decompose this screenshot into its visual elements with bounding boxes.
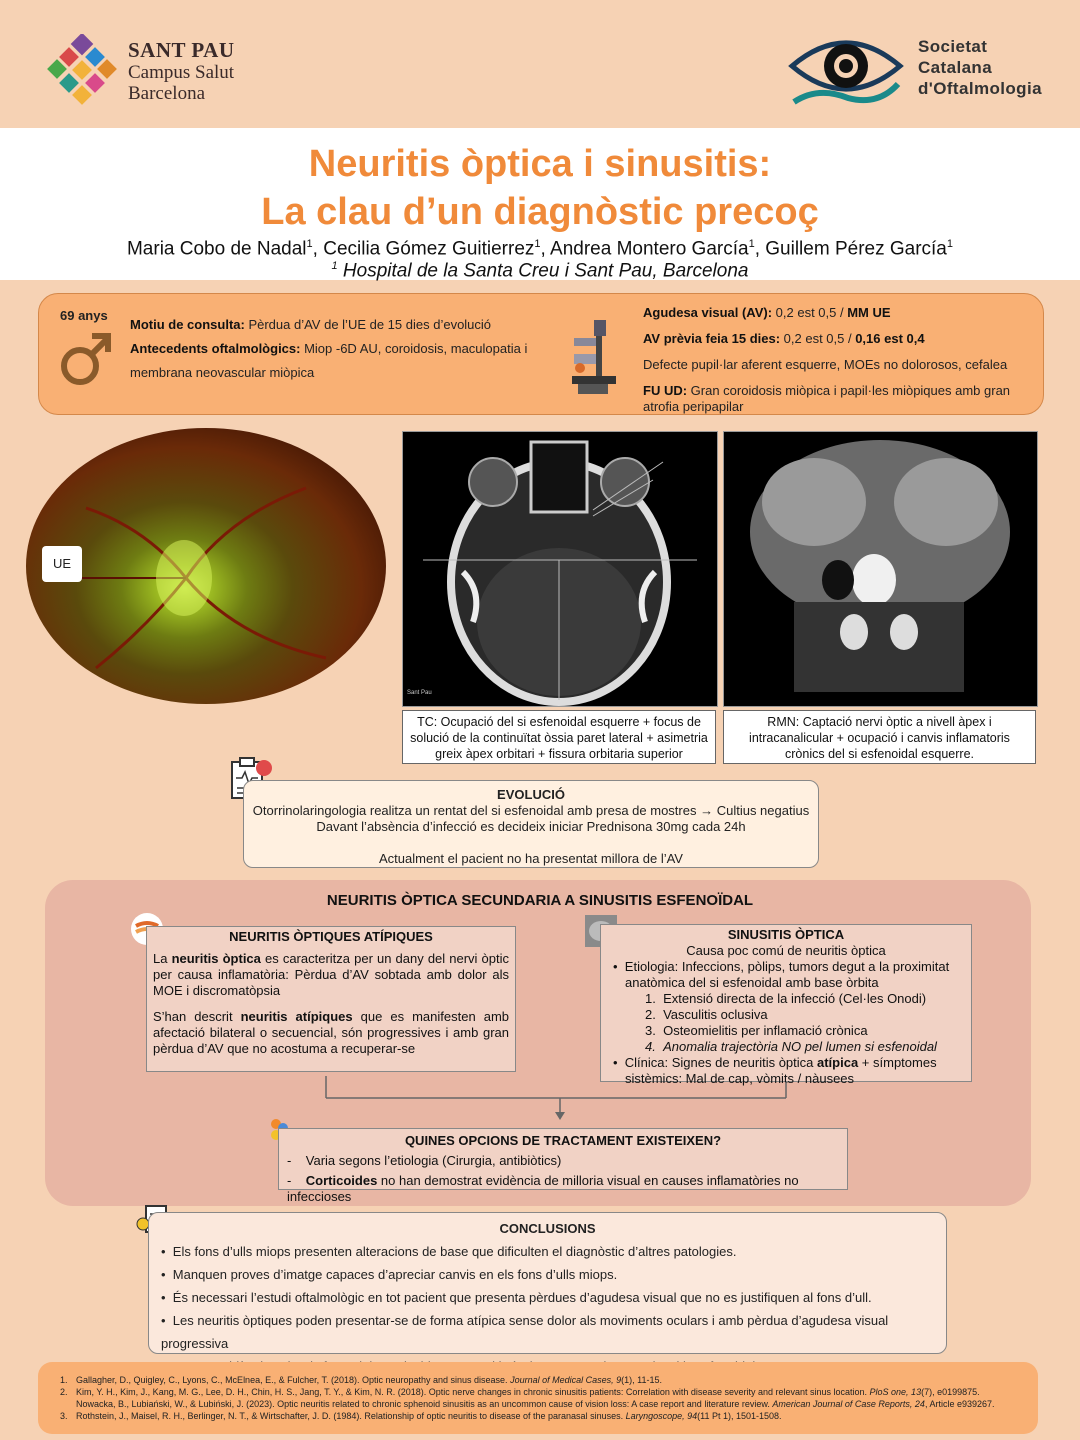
agudesa-visual <box>643 305 1028 321</box>
author-sep: , <box>312 238 324 260</box>
affiliation <box>0 260 1080 282</box>
fu-ud <box>643 383 1028 415</box>
societat-eye-logo-icon <box>788 26 904 108</box>
atipiques-card <box>146 926 516 1072</box>
ref-journal: American Journal of Case Reports, 24 <box>772 1399 925 1409</box>
ref-rest: (7), e0199875. <box>921 1387 980 1397</box>
av-bold: MM UE <box>847 305 891 320</box>
ref-journal: Journal of Medical Cases, 9 <box>510 1375 622 1385</box>
agudesa-previa <box>643 331 1028 347</box>
mri-image <box>723 431 1038 707</box>
affiliation-text: Hospital de la Santa Creu i Sant Pau, Barcelona <box>342 260 749 282</box>
atipiques-title: NEURITIS ÒPTIQUES ATÍPIQUES <box>229 929 433 944</box>
p2-b: neuritis atípiques <box>240 1009 353 1024</box>
references-list <box>38 1362 1038 1422</box>
conclusions-box <box>148 1212 947 1354</box>
tractament-item2: - Corticoides no han demostrat evidència de milloria visual en causes inflamatòries no infeccioses <box>287 1173 799 1204</box>
antecedents-label: Antecedents oftalmològics: <box>130 341 301 356</box>
affiliation-sup: 1 <box>331 260 338 273</box>
list-item-text: Anomalia trajectòria NO pel lumen si esfenoidal <box>663 1039 937 1054</box>
tractament-item1-text: Varia segons l’etiologia (Cirurgia, antibiòtics) <box>305 1153 562 1168</box>
author-sep: , <box>754 238 766 260</box>
ct-scan-image <box>402 431 718 707</box>
case-history <box>130 313 540 385</box>
sinusitis-clinica: • Clínica: Signes de neuritis òptica atípica + símptomes sistèmics: Mal de cap, vòmits / nàusees <box>613 1055 937 1086</box>
list-item: 2. Vasculitis oclusiva <box>645 1007 768 1022</box>
ref-text: Rothstein, J., Maisel, R. H., Berlinger, N. T., & Wirtschafter, J. D. (1984). Relationship of optic neuritis to disease of the paranasal sinuses. <box>76 1411 626 1421</box>
ref-journal: PloS one, 13 <box>869 1387 922 1397</box>
p2-a: S’han descrit <box>153 1009 241 1024</box>
ref-rest: (11 Pt 1), 1501-1508. <box>697 1411 782 1421</box>
author-sup: 1 <box>748 238 755 250</box>
ref-num: 1. <box>60 1375 68 1385</box>
author-sup: 1 <box>946 238 954 250</box>
atipiques-p2 <box>153 1009 509 1057</box>
conclusion-text: És necessari l’estudi oftalmològic en tot pacient que presenta pèrdues d’agudesa visual que no es justifiquen al fons d’ull. <box>172 1290 872 1305</box>
list-item: • Manquen proves d’imatge capaces d’apreciar canvis en els fons d’ulls miops. <box>161 1267 618 1282</box>
author-sep: , <box>540 238 551 260</box>
etiologia-list <box>607 991 965 1055</box>
ref-num: 3. <box>60 1411 68 1421</box>
motiu-label: Motiu de consulta: <box>130 317 245 332</box>
poster-title-line2: La clau d’un diagnòstic precoç <box>261 191 819 233</box>
author-sup: 1 <box>306 238 313 250</box>
evolucio-box <box>243 780 819 868</box>
reference <box>60 1374 1020 1386</box>
author: Andrea Montero García <box>550 238 749 260</box>
list-item-text: Vasculitis oclusiva <box>663 1007 768 1022</box>
ref-rest: (1), 11-15. <box>621 1375 662 1385</box>
author: Maria Cobo de Nadal <box>126 238 307 260</box>
list-item: • Les neuritis òptiques poden presentar-se de forma atípica sense dolor als moviments oculars i amb pèrdua d’agudesa visual progressiva <box>161 1313 889 1351</box>
p1-c: es caracteritza per un dany del nervi òptic per causa inflamatòria: Pèrdua d’AV sobtada amb dolor als MOE i discromatòpsia <box>153 951 509 998</box>
conclusion-text: Manquen proves d’imatge capaces d’apreciar canvis en els fons d’ulls miops. <box>172 1267 618 1282</box>
etiologia-text: Etiologia: Infeccions, pòlips, tumors degut a la proximitat anatòmica del si esfenoidal amb base òrbita <box>624 959 950 990</box>
reference <box>60 1398 1020 1410</box>
panel-title: NEURITIS ÒPTICA SECUNDARIA A SINUSITIS ESFENOÏDAL <box>326 892 754 909</box>
sant-pau-text: SANT PAU Campus Salut Barcelona <box>128 38 235 104</box>
av-prev-bold: 0,16 est 0,4 <box>855 331 925 346</box>
author: Cecilia Gómez Guitierrez <box>323 238 535 260</box>
list-item: 4. Anomalia trajectòria NO pel lumen si esfenoidal <box>645 1039 937 1054</box>
list-item: • És necessari l’estudi oftalmològic en tot pacient que presenta pèrdues d’agudesa visual que no es justifiquen al fons d’ull. <box>161 1290 872 1305</box>
mri-drawing <box>724 432 1037 706</box>
patient-age: 69 anys <box>60 308 108 323</box>
ref-num: 2. <box>60 1387 68 1397</box>
ct-watermark: Sant Pau <box>407 690 432 696</box>
p1-b: neuritis òptica <box>171 951 261 966</box>
ref-journal: Laryngoscope, 94 <box>625 1411 698 1421</box>
fundus-eye-label: UE <box>42 546 82 582</box>
header <box>0 0 1080 128</box>
p1-a: La <box>153 951 172 966</box>
conclusion-text: Les neuritis òptiques poden presentar-se de forma atípica sense dolor als moviments oculars i amb pèrdua d’agudesa visual progressiva <box>161 1313 889 1351</box>
tractament-item2-text: no han demostrat evidència de milloria visual en causes inflamatòries no infeccioses <box>287 1173 799 1204</box>
title-band <box>0 128 1080 280</box>
ct-caption: TC: Ocupació del si esfenoidal esquerre + focus de solució de la continuïtat òssia paret lateral + asimetria greix àpex orbitari + fissura orbitaria superior <box>402 710 716 764</box>
ct-scan-drawing <box>403 432 717 706</box>
atipiques-p1 <box>153 951 509 999</box>
evolucio-line3: Actualment el pacient no ha presentat millora de l’AV <box>379 851 683 866</box>
antecedents <box>130 337 540 385</box>
fu-text: Gran coroidosis miòpica i papil·les miòpiques amb gran atrofia peripapilar <box>643 383 1011 414</box>
evolucio-line2: Davant l’absència d’infecció es decideix iniciar Prednisona 30mg cada 24h <box>316 819 746 834</box>
ref-text: Kim, Y. H., Kim, J., Kang, M. G., Lee, D. H., Chin, H. S., Jang, T. Y., & Kim, N. R. (2018). Optic nerve changes in chronic sinusitis patients: Correlation with disease severity and relevant sinus location. <box>76 1387 870 1397</box>
sinusitis-title: SINUSITIS ÒPTICA <box>727 927 845 942</box>
references-box <box>38 1362 1038 1434</box>
clinica-c: + símptomes sistèmics: Mal de cap, vòmits / nàusees <box>625 1055 937 1086</box>
ref-text: Gallagher, D., Quigley, C., Lyons, C., McElnea, E., & Fulcher, T. (2018). Optic neuropathy and sinus disease. <box>76 1375 511 1385</box>
ref-text: Nowacka, B., Lubiański, W., & Lubiński, J. (2023). Optic neuritis related to chronic sphenoid sinusitis as an uncommon cause of vision loss: A case report and literature review. <box>76 1399 773 1409</box>
list-item: • Els fons d’ulls miops presenten alteracions de base que dificulten el diagnòstic d’altres patologies. <box>161 1244 737 1259</box>
conclusions-title: CONCLUSIONS <box>499 1221 596 1236</box>
exam-findings <box>643 305 1028 415</box>
motiu-text: Pèrdua d’AV de l’UE de 15 dies d’evolució <box>244 317 492 332</box>
tractament-card <box>278 1128 848 1204</box>
male-symbol-icon <box>58 330 114 390</box>
evolucio-title: EVOLUCIÓ <box>497 787 565 802</box>
author-sup: 1 <box>534 238 541 250</box>
antecedents-text: Miop -6D AU, coroidosis, maculopatia i membrana neovascular miòpica <box>130 341 528 380</box>
tractament-item2-bold: Corticoides <box>305 1173 378 1188</box>
ref-rest: , Article e939267. <box>924 1399 995 1409</box>
av-prev-label: AV prèvia feia 15 dies: <box>643 331 781 346</box>
clinica-b: atípica <box>817 1055 859 1070</box>
clinica-a: Clínica: Signes de neuritis òptica <box>624 1055 817 1070</box>
sinusitis-subtitle: Causa poc comú de neuritis òptica <box>686 943 886 958</box>
reference <box>60 1386 1020 1398</box>
societat-text: Societat Catalana d'Oftalmologia <box>918 37 1042 98</box>
list-item: 1. Extensió directa de la infecció (Cel·les Onodi) <box>645 991 927 1006</box>
poster-title-line1: Neuritis òptica i sinusitis: <box>308 143 772 185</box>
p2-c: que es manifesten amb afectació bilateral o secuencial, són progressives i amb gran pèrdua d’AV que no acostuma a recuperar-se <box>153 1009 509 1056</box>
tractament-item1: - Varia segons l’etiologia (Cirurgia, antibiòtics) <box>287 1153 562 1168</box>
motiu-consulta <box>130 313 540 337</box>
list-item-text: Extensió directa de la infecció (Cel·les Onodi) <box>663 991 927 1006</box>
tractament-title: QUINES OPCIONS DE TRACTAMENT EXISTEIXEN? <box>404 1133 722 1148</box>
author: Guillem Pérez García <box>765 238 947 260</box>
sinusitis-card <box>600 924 972 1086</box>
conclusion-text: Els fons d’ulls miops presenten alteracions de base que dificulten el diagnòstic d’altres patologies. <box>172 1244 737 1259</box>
list-item: 3. Osteomielitis per inflamació crònica <box>645 1023 868 1038</box>
av-text: 0,2 est 0,5 / <box>772 305 848 320</box>
defecte: Defecte pupil·lar aferent esquerre, MOEs no dolorosos, cefalea <box>643 357 1008 372</box>
list-item-text: Osteomielitis per inflamació crònica <box>663 1023 868 1038</box>
connector-arrow <box>320 1072 790 1122</box>
fu-label: FU UD: <box>643 383 688 398</box>
av-label: Agudesa visual (AV): <box>643 305 773 320</box>
conclusions-list <box>149 1240 946 1378</box>
av-prev-text: 0,2 est 0,5 / <box>780 331 856 346</box>
sant-pau-logo-icon <box>46 34 118 106</box>
slit-lamp-icon <box>568 318 620 396</box>
sinusitis-etiologia: • Etiologia: Infeccions, pòlips, tumors degut a la proximitat anatòmica del si esfenoidal amb base òrbita <box>613 959 950 990</box>
reference <box>60 1410 1020 1422</box>
evolucio-line1: Otorrinolaringologia realitza un rentat del si esfenoidal amb presa de mostres → Cultius negatius <box>252 803 810 818</box>
mri-caption: RMN: Captació nervi òptic a nivell àpex i intracanalicular + ocupació i canvis inflamatoris crònics del si esfenoidal esquerre. <box>723 710 1036 764</box>
authors <box>0 238 1080 260</box>
